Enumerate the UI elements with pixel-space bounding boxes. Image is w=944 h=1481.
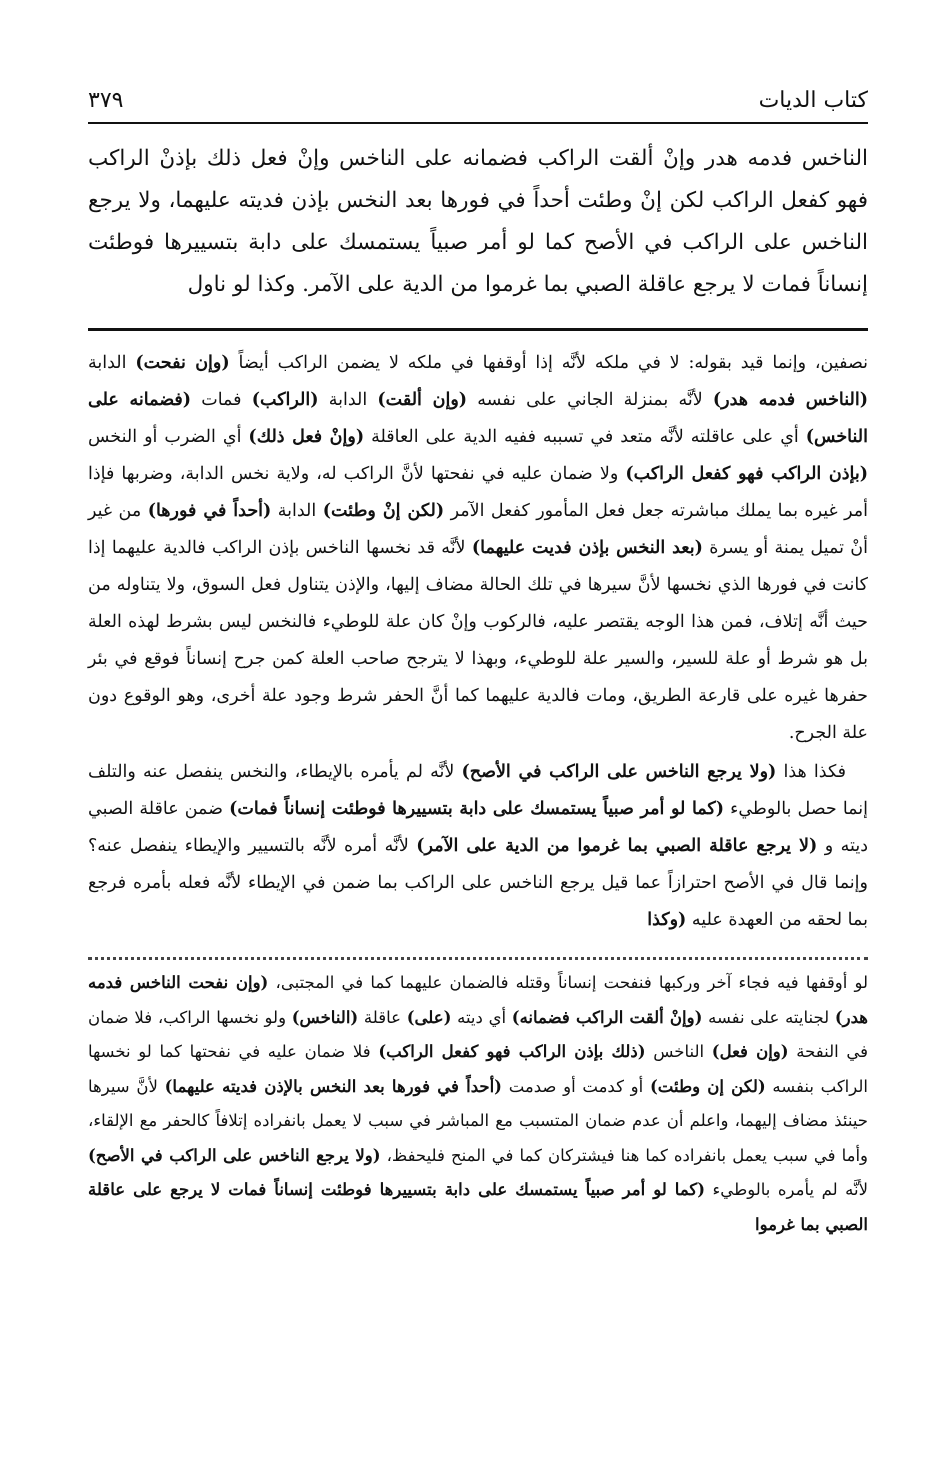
main-text-divider (88, 328, 868, 331)
book-page (88, 86, 868, 1242)
bold-quote-run: (أحداً في فورها) (147, 501, 272, 521)
bold-quote-run: (بإذن الراكب فهو كفعل الراكب) (625, 464, 868, 484)
text-run: ولو نخسها الراكب، فلا ضمان في النفحة (88, 1007, 869, 1061)
commentary-paragraph-1 (88, 345, 868, 752)
text-run: من غير أنْ تميل يمنة أو يسرة (88, 501, 868, 558)
text-run: لأنَّ سيرها حينئذ مضاف إليهما، واعلم أن عدم ضمان المتسبب مع المباشر في سبب لا يعمل بانفراده إتلافاً كالحفر مع الإلقاء، وأما في سبب يعمل بانفراده كما هنا فيشتركان كما في المنح فليحفظ، (88, 1076, 868, 1165)
bold-quote-run: (ذلك بإذن الراكب فهو كفعل الراكب) (378, 1042, 646, 1061)
bold-quote-run: (وإن نفحت) (135, 353, 230, 373)
text-run: لأنَّه قد نخسها الناخس بإذن الراكب فالدية عليهما إذا كانت في فورها الذي نخسها لأنَّ سيرها في تلك الحالة مضاف إليها، والإذن يتناول فعل السوق، ولا يتناوله من حيث أنَّه إتلاف، فمن هذا الوجه يقتصر عليه، فالركوب وإنْ كان علة للوطيء فالنخس ليس بشرط لهذه العلة بل هو شرط أو علة للسير، والسير علة للوطيء، وبهذا لا يترجح صاحب العلة كمن جرح إنساناً فوقع في بئر حفرها غيره على قارعة الطريق، ومات فالدية عليهما كما أنَّ الحفر شرط وجود علة أخرى، وهو الوقوع دون علة الجرح. (88, 538, 868, 743)
text-run: أي ديته (451, 1007, 512, 1027)
bold-quote-run: (وإن نفحت الناخس فدمه هدر) (88, 973, 869, 1027)
bold-quote-run: (لكن إنْ وطئت) (322, 501, 445, 521)
text-run: لأنَّه بمنزلة الجاني على نفسه (467, 390, 713, 410)
text-run: ولا ضمان عليه في نفحتها لأنَّ الراكب له، ولاية نخس الدابة، وضربها فإذا أمر غيره بما يملك مباشرته جعل فعل المأمور كفعل الآمر (88, 464, 869, 521)
text-run: الدابة (271, 501, 323, 521)
bold-quote-run: (وإنْ ألقت الراكب فضمانه) (511, 1007, 703, 1027)
text-run: الدابة (88, 353, 136, 373)
text-run: نصفين، وإنما قيد بقوله: لا في ملكه لأنَّه إذا أوقفها في ملكه لا يضمن الراكب أيضاً (229, 353, 869, 373)
bold-quote-run: (بعد النخس بإذن فديت عليهما) (471, 538, 703, 558)
bold-quote-run: (كما لو أمر صبياً يستمسك على دابة بتسييرها فوطئت إنساناً فمات لا يرجع على عاقلة الصبي بما غرموا (88, 1180, 868, 1234)
bold-quote-run: (الناخس فدمه هدر) (712, 390, 868, 410)
text-run: الدابة (318, 390, 378, 410)
bold-quote-run: (وكذا (647, 910, 687, 930)
bold-quote-run: (فضمانه على الناخس) (88, 390, 868, 447)
text-run: أي على عاقلته لأنَّه متعد في تسببه ففيه الدية على العاقلة (364, 427, 806, 447)
bold-quote-run: (ولا يرجع الناخس على الراكب في الأصح) (88, 1145, 381, 1165)
text-run: أي الضرب أو النخس (88, 427, 249, 447)
text-run: أو كدمت أو صدمت (501, 1076, 650, 1096)
text-run: عاقلة (358, 1007, 407, 1027)
text-run: لجنايته على نفسه (702, 1007, 835, 1027)
bold-quote-run: (وإنْ فعل ذلك) (248, 427, 365, 447)
text-run: لأنَّه لم يأمره بالإيطاء، والنخس ينفصل عنه والتلف إنما حصل بالوطيء (88, 762, 868, 819)
gloss-footnote (88, 966, 868, 1242)
text-run: الناخس (645, 1042, 712, 1061)
text-run: لأنَّه أمره لأنَّه بالتسيير والإيطاء ينفصل عنه؟ وإنما قال في الأصح احترازاً عما قيل يرجع الناخس على الراكب بما ضمن في الإيطاء لأنَّه فعله بأمره فرجع بما لحقه من العهدة عليه (88, 836, 868, 930)
bold-quote-run: (الراكب) (251, 390, 319, 410)
commentary-paragraph-2 (88, 754, 868, 939)
bold-quote-run: (وإن ألقت) (377, 390, 468, 410)
text-run: فكذا هذا (776, 762, 847, 782)
running-header (88, 86, 868, 124)
bold-quote-run: (ولا يرجع الناخس على الراكب في الأصح) (461, 762, 777, 782)
text-run: فمات (191, 390, 252, 410)
bold-quote-run: (لا يرجع عاقلة الصبي بما غرموا من الدية على الآمر) (416, 836, 818, 856)
bold-quote-run: (الناخس) (291, 1007, 359, 1027)
bold-quote-run: (لكن إن وطئت) (649, 1076, 766, 1096)
text-run: ضمن عاقلة الصبي ديته و (88, 799, 868, 856)
dotted-divider (88, 957, 868, 960)
bold-quote-run: (أحداً في فورها بعد النخس بالإذن فديته عليهما) (164, 1076, 502, 1096)
bold-quote-run: (وإن فعل) (711, 1042, 789, 1061)
main-text: الناخس فدمه هدر وإنْ ألقت الراكب فضمانه على الناخس وإنْ فعل ذلك بإذنْ الراكب فهو كفعل الراكب لكن إنْ وطئت أحداً في فورها بعد النخس بإذن فديته عليهما، ولا يرجع الناخس على الراكب في الأصح كما لو أمر صبياً يستمسك على دابة بتسييرها فوطئت إنساناً فمات لا يرجع عاقلة الصبي بما غرموا من الدية على الآمر. وكذا لو ناول (88, 146, 868, 297)
bold-quote-run: (كما لو أمر صبياً يستمسك على دابة بتسييرها فوطئت إنساناً فمات) (229, 799, 725, 819)
book-title: كتاب الديات (751, 88, 868, 113)
commentary (88, 345, 868, 939)
text-run: فلا ضمان عليه في نفحتها كما لو نخسها الراكب بنفسه (88, 1042, 868, 1096)
text-run: لأنَّه لم يأمره بالوطيء (705, 1180, 868, 1199)
page-number: ٣٧٩ (88, 88, 131, 113)
bold-quote-run: (على) (406, 1007, 452, 1027)
text-run: لو أوقفها فيه فجاء آخر وركبها فنفحت إنساناً وقتله فالضمان عليهما كما في المجتبى، (268, 973, 868, 992)
